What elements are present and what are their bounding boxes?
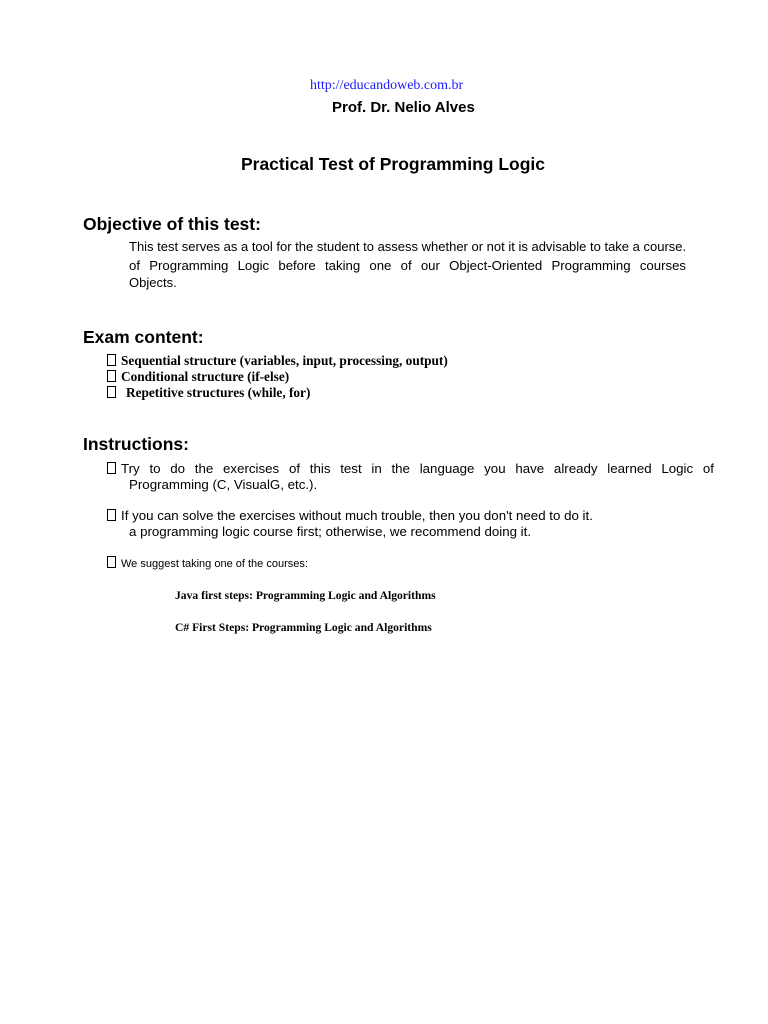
checkbox-bullet-icon	[107, 462, 116, 474]
checkbox-bullet-icon	[107, 386, 116, 398]
document-title: Practical Test of Programming Logic	[240, 154, 546, 174]
exam-content-item: Sequential structure (variables, input, processing, output)	[107, 353, 448, 369]
objective-line-2: of Programming Logic before taking one of our Object-Oriented Programming courses	[129, 258, 686, 273]
course-java: Java first steps: Programming Logic and Algorithms	[175, 589, 436, 602]
exam-content-heading: Exam content:	[83, 327, 204, 347]
exam-content-item: Repetitive structures (while, for)	[107, 385, 310, 401]
checkbox-bullet-icon	[107, 509, 116, 521]
objective-line-1: This test serves as a tool for the student to assess whether or not it is advisable to take a course.	[129, 239, 687, 254]
author-name: Prof. Dr. Nelio Alves	[332, 99, 475, 116]
course-csharp: C# First Steps: Programming Logic and Algorithms	[175, 621, 432, 634]
objective-line-3: Objects.	[129, 275, 177, 290]
checkbox-bullet-icon	[107, 556, 116, 568]
exam-content-item: Conditional structure (if-else)	[107, 369, 289, 385]
objective-heading: Objective of this test:	[83, 214, 261, 234]
instruction-item-1-line-1: Try to do the exercises of this test in the language you have already learned Logic of	[107, 461, 714, 476]
checkbox-bullet-icon	[107, 354, 116, 366]
instruction-item-1-line-2: Programming (C, VisualG, etc.).	[129, 477, 318, 492]
checkbox-bullet-icon	[107, 370, 116, 382]
site-link[interactable]: http://educandoweb.com.br	[310, 78, 464, 93]
instruction-item-3: We suggest taking one of the courses:	[107, 556, 308, 570]
instruction-item-2-line-2: a programming logic course first; otherwise, we recommend doing it.	[129, 524, 532, 539]
instruction-item-2-line-1: If you can solve the exercises without much trouble, then you don't need to do it.	[107, 508, 593, 523]
instructions-heading: Instructions:	[83, 434, 189, 454]
